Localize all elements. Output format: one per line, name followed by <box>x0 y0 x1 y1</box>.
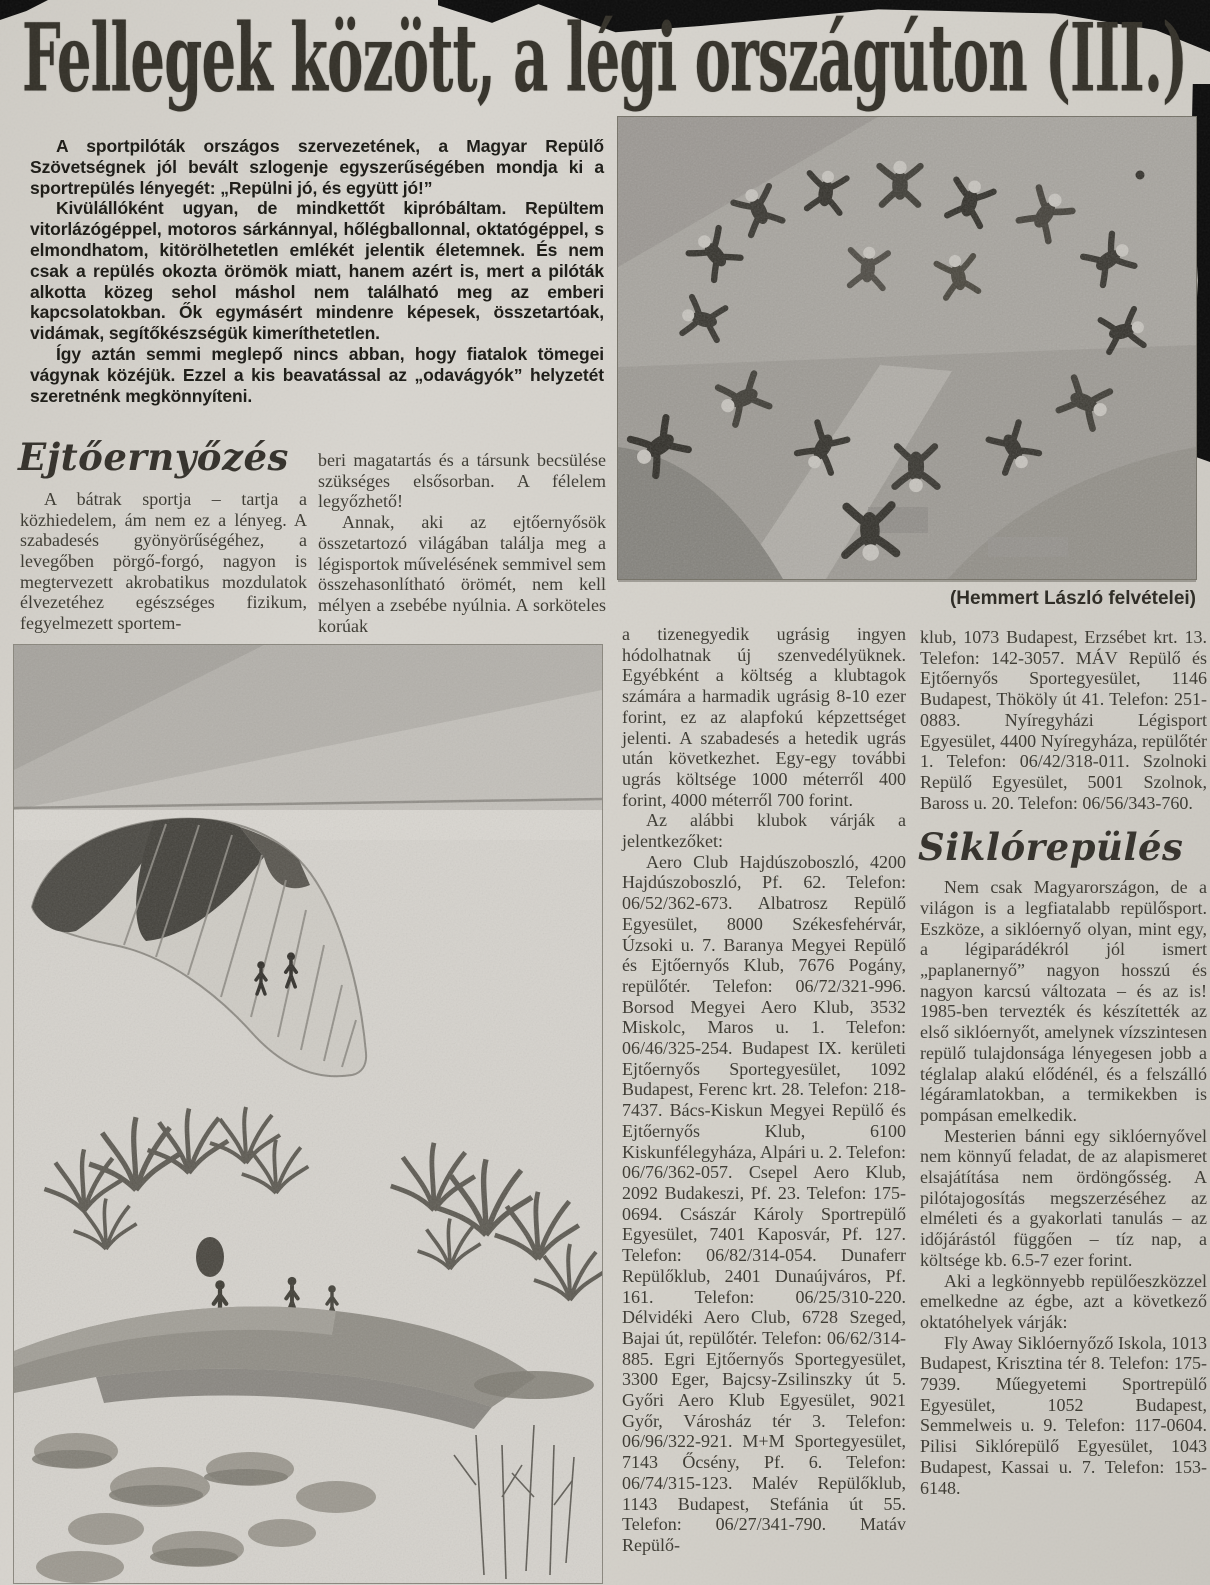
body-paragraph: Mesterien bánni egy siklóernyővel nem könnyű feladat, de az alapismeret elsajátítása nem ördöngősség. A pilótajogosítás megszerzéséhez az elméleti és a gyakorlati tanulás – az időjárástól függően – tíz nap, a költsége kb. 6.5-7 ezer forint. <box>920 1125 1207 1270</box>
section-heading-ejtoernyozes: Ejtőernyőzés <box>18 435 289 479</box>
lead-paragraph: Így aztán semmi meglepő nincs abban, hogy fiatalok tömegei vágynak közéjük. Ezzel a kis beavatással az „odavágyók” helyzetét szeretnénk megkönnyíteni. <box>30 343 604 406</box>
club-list-paragraph: Aero Club Hajdúszoboszló, 4200 Hajdúszoboszló, Pf. 62. Telefon: 06/52/362-673. Albatrosz Repülő Egyesület, 8000 Székesfehérvár, Úzsoki u. 7. Baranya Megyei Repülő és Ejtőernyős Klub, 7676 Pogány, repülőtér. Telefon: 06/72/321-996. Borsod Megyei Aero Klub, 3532 Miskolc, Maros u. 1. Telefon: 06/46/325-254. Budapest IX. kerületi Ejtőernyős Sportegyesület, 1092 Budapest, Ferenc krt. 28. Telefon: 218-7437. Bács-Kiskun Megyei Repülő és Ejtőernyős Klub, 6100 Kiskunfélegyháza, Alpári u. 2. Telefon: 06/76/362-057. Csepel Aero Klub, 2092 Budakeszi, Pf. 23. Telefon: 175-0694. Császár Károly Sportrepülő Egyesület, 7401 Kaposvár, Pf. 127. Telefon: 06/82/314-054. Dunaferr Repülőklub, 2401 Dunaújváros, Pf. 161. Telefon: 06/25/310-220. Délvidéki Aero Club, 6728 Szeged, Bajai út, repülőtér. Telefon: 06/62/314-885. Egri Ejtőernyős Sportegyesület, 3300 Eger, Bajcsy-Zsilinszky út 5. Győri Aero Klub Egyesület, 9021 Győr, Városház tér 3. Telefon: 06/96/322-921. M+M Sportegyesület, 7143 Őcsény, Pf. 6. Telefon: 06/74/315-123. Malév Repülőklub, 1143 Budapest, Stefánia út 55. Telefon: 06/27/341-790. Matáv Repülő- <box>622 851 906 1555</box>
lead-paragraph: Kivülállóként ugyan, de mindkettőt kipróbáltam. Repültem vitorlázógéppel, motoros sárkánnyal, hőlégballonnal, oktatógéppel, s elmondhatom, kitörölhetetlen emlékét jelentik életemnek. És nem csak a repülés okozta örömök miatt, hanem azért is, mert a pilóták alkotta közeg sehol máshol nem található meg az emberi kapcsolatokban. Ők egymásért mindenre képesek, összetartóak, vidámak, segítőkészségük kimeríthetetlen. <box>30 198 604 344</box>
body-paragraph: Aki a legkönnyebb repülőeszközzel emelkedne az égbe, azt a következő oktatóhelyek várják: <box>920 1270 1207 1332</box>
photo-credit: (Hemmert László felvételei) <box>949 588 1196 609</box>
column-1 <box>18 435 307 634</box>
column-2 <box>318 450 606 636</box>
body-paragraph: beri magatartás és a társunk becsülése szükséges elsősorban. A félelem legyőzhető! <box>318 450 606 512</box>
paraglider-photo <box>14 645 602 1583</box>
school-list-paragraph: Fly Away Siklóernyőző Iskola, 1013 Budapest, Krisztina tér 8. Telefon: 175-7939. Műegyetemi Sportrepülő Egyesület, 1052 Budapest, Semmelweis u. 9. Telefon: 117-0604. Pilisi Siklórepülő Egyesület, 1043 Budapest, Kassai u. 7. Telefon: 153-6148. <box>920 1332 1207 1498</box>
section-heading-siklorepules: Siklórepülés <box>918 825 1184 870</box>
column-3 <box>622 624 906 1556</box>
body-paragraph: Nem csak Magyarországon, de a világon is a legfiatalabb repülősport. Eszköze, a siklóernyő olyan, mint egy, a légiparádékról jól ismert „paplanernyő” nagyon hosszú és nagyon karcsú változata – és az is! 1985-ben tervezték és készítették az első siklóernyőt, amelynek vízszintesen repülő tulajdonsága lényegesen jobb a téglalap alakú elődénél, és a felszálló légáramlatokban, a termikekben is pompásan emelkedik. <box>920 877 1207 1125</box>
club-list-paragraph: klub, 1073 Budapest, Erzsébet krt. 13. Telefon: 142-3057. MÁV Repülő és Ejtőernyős Sportegyesület, 1146 Budapest, Thököly út 41. Telefon: 251-0883. Nyíregyházi Légisport Egyesület, 4400 Nyíregyháza, repülőtér 1. Telefon: 06/42/318-011. Szolnoki Repülő Egyesület, 5001 Szolnok, Baross u. 20. Telefon: 06/56/343-760. <box>920 627 1207 813</box>
column-4 <box>920 627 1207 1498</box>
body-paragraph: a tizenegyedik ugrásig ingyen hódolhatnak új szenvedélyüknek. Egyébként a költség a klubtagok számára a harmadik ugrásig 8-10 ezer forint, ez az alapfokú képzettséget jelenti. A szabadesés a hetedik ugrás után következhet. Egy-egy további ugrás költsége 1000 méterről 400 forint, 4000 méterről 700 forint. <box>622 624 906 810</box>
article-headline: Fellegek között, a légi országúton (III.) <box>22 3 1188 115</box>
lead-paragraphs <box>30 136 604 406</box>
lead-paragraph: A sportpilóták országos szervezetének, a Magyar Repülő Szövetségnek jól bevált szlogenje egyszerűségében mondja ki a sportrepülés lényegét: „Repülni jó, és együtt jó!” <box>30 136 604 198</box>
body-paragraph: Annak, aki az ejtőernyősök összetartozó világában találja meg a légisportok művelésének semmivel sem összehasonlítható örömét, nem kell mélyen a zsebébe nyúlnia. A sorköteles korúak <box>318 512 606 636</box>
body-paragraph: A bátrak sportja – tartja a közhiedelem, ám nem ez a lényeg. A szabadesés gyönyörűségéhez, a levegőben pörgő-forgó, nagyon is megtervezett akrobatikus mozdulatok élvezetéhez egészséges fizikum, fegyelmezett sportem- <box>20 488 307 634</box>
skydivers-photo-illustration <box>618 117 1196 579</box>
skydivers-photo <box>618 117 1196 579</box>
body-paragraph: Az alábbi klubok várják a jelentkezőket: <box>622 810 906 852</box>
paraglider-photo-illustration <box>14 645 602 1583</box>
